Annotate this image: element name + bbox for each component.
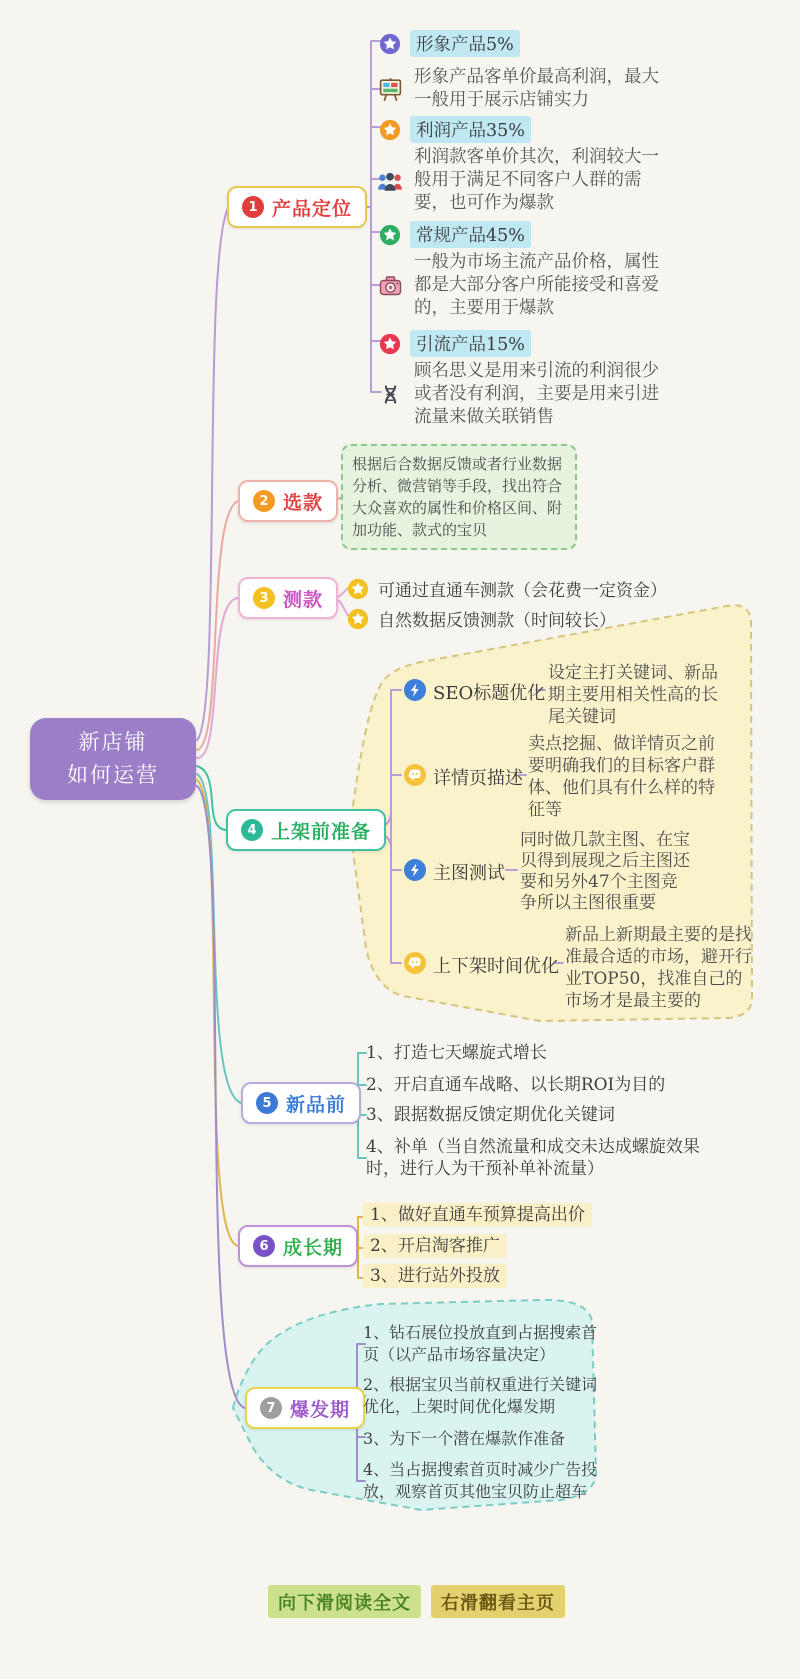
product-type-desc: 形象产品客单价最高利润，最大一般用于展示店铺实力 xyxy=(414,67,659,110)
branch-label: 成长期 xyxy=(283,1236,344,1259)
branch-number-badge: 3 xyxy=(253,587,275,609)
star-icon xyxy=(347,608,369,630)
branch-number-badge: 4 xyxy=(241,819,263,841)
branch-node-product-positioning[interactable] xyxy=(227,186,367,228)
growth-item: 3、进行站外投放 xyxy=(363,1264,507,1288)
product-type-title: 利润产品35% xyxy=(410,116,531,143)
branch-number-badge: 2 xyxy=(253,490,275,512)
product-type-desc: 顾名思义是用来引流的利润很少或者没有利润，主要是用来引进流量来做关联销售 xyxy=(414,361,659,427)
branch-number-badge: 7 xyxy=(260,1397,282,1419)
burst-item: 4、当占据搜索首页时减少广告投放，观察首页其他宝贝防止超车 xyxy=(363,1460,598,1501)
prep-step-title: 主图测试 xyxy=(433,863,505,884)
new-product-item: 2、开启直通车战略、以长期ROI为目的 xyxy=(366,1075,666,1095)
branch-label: 新品前 xyxy=(286,1093,347,1116)
root-node[interactable] xyxy=(30,718,196,800)
growth-item: 1、做好直通车预算提高出价 xyxy=(363,1203,592,1227)
star-icon xyxy=(379,333,401,355)
people-group-icon xyxy=(375,169,405,193)
lightning-icon xyxy=(403,678,427,702)
branch-label: 测款 xyxy=(283,588,324,611)
product-type-title: 引流产品15% xyxy=(410,330,531,357)
root-title-line2: 如何运营 xyxy=(67,763,159,787)
branch-label: 爆发期 xyxy=(290,1398,351,1421)
prep-step-desc: 同时做几款主图、在宝贝得到展现之后主图还要和另外47个主图竞争所以主图很重要 xyxy=(520,830,690,913)
branch-node-testing[interactable] xyxy=(238,577,338,619)
branch-label: 上架前准备 xyxy=(271,820,372,843)
easel-icon xyxy=(375,76,405,103)
camera-icon xyxy=(375,274,405,298)
branch-number-badge: 5 xyxy=(256,1092,278,1114)
prep-step-title: 上下架时间优化 xyxy=(433,956,559,977)
connector-b2 xyxy=(197,498,341,750)
product-type-desc: 利润款客单价其次，利润较大一般用于满足不同客户人群的需要，也可作为爆款 xyxy=(414,147,659,213)
branch-node-growth-stage[interactable] xyxy=(238,1225,358,1267)
connector-b6 xyxy=(197,780,366,1278)
branch-label: 选款 xyxy=(283,491,324,514)
root-title-line1: 新店铺 xyxy=(78,730,148,755)
swipe-right-hint: 右滑翻看主页 xyxy=(431,1585,565,1618)
star-icon xyxy=(379,33,401,55)
star-icon xyxy=(379,224,401,246)
scroll-down-hint: 向下滑阅读全文 xyxy=(268,1585,421,1618)
product-type-desc: 一般为市场主流产品价格，属性都是大部分客户所能接受和喜爱的，主要用于爆款 xyxy=(414,252,659,318)
branch-node-burst-stage[interactable] xyxy=(245,1387,365,1429)
new-product-item: 1、打造七天螺旋式增长 xyxy=(366,1043,547,1063)
burst-item: 1、钻石展位投放直到占据搜索首页（以产品市场容量决定） xyxy=(363,1323,598,1364)
product-type-title: 形象产品5% xyxy=(410,30,520,57)
burst-item: 2、根据宝贝当前权重进行关键词优化，上架时间优化爆发期 xyxy=(363,1375,598,1416)
branch-node-selection[interactable] xyxy=(238,480,338,522)
new-product-item: 4、补单（当自然流量和成交未达成螺旋效果时，进行人为干预补单补流量） xyxy=(366,1137,700,1179)
testing-item: 自然数据反馈测款（时间较长） xyxy=(378,611,616,631)
star-icon xyxy=(347,578,369,600)
dna-icon xyxy=(375,382,405,407)
lightning-icon xyxy=(403,858,427,882)
selection-method-text: 根据后合数据反馈或者行业数据分析、微营销等手段，找出符合大众喜欢的属性和价格区间、附加功能、款式的宝贝 xyxy=(352,455,563,539)
branch-node-prelaunch-prep[interactable] xyxy=(226,809,386,851)
new-product-item: 3、跟据数据反馈定期优化关键词 xyxy=(366,1105,615,1125)
burst-item: 3、为下一个潜在爆款作准备 xyxy=(363,1429,566,1448)
prep-step-desc: 新品上新期最主要的是找准最合适的市场，避开行业TOP50，找准自己的市场才是最主要的 xyxy=(565,925,752,1011)
connector-b4-root xyxy=(197,766,226,830)
selection-method-note xyxy=(341,444,577,550)
testing-item: 可通过直通车测款（会花费一定资金） xyxy=(378,581,667,601)
branch-node-new-product[interactable] xyxy=(241,1082,361,1124)
star-icon xyxy=(379,119,401,141)
growth-item: 2、开启淘客推广 xyxy=(363,1234,507,1258)
product-type-title: 常规产品45% xyxy=(410,221,531,248)
prep-step-desc: 设定主打关键词、新品期主要用相关性高的长尾关键词 xyxy=(548,663,718,727)
branch-number-badge: 1 xyxy=(242,196,264,218)
chat-bubble-icon xyxy=(403,763,427,787)
prep-step-title: SEO标题优化 xyxy=(433,683,546,704)
branch-label: 产品定位 xyxy=(272,197,353,220)
branch-number-badge: 6 xyxy=(253,1235,275,1257)
prep-step-desc: 卖点挖掘、做详情页之前要明确我们的目标客户群体、他们具有什么样的特征等 xyxy=(528,734,715,820)
connector-b1 xyxy=(197,41,381,740)
chat-bubble-icon xyxy=(403,951,427,975)
prep-step-title: 详情页描述 xyxy=(433,768,523,789)
